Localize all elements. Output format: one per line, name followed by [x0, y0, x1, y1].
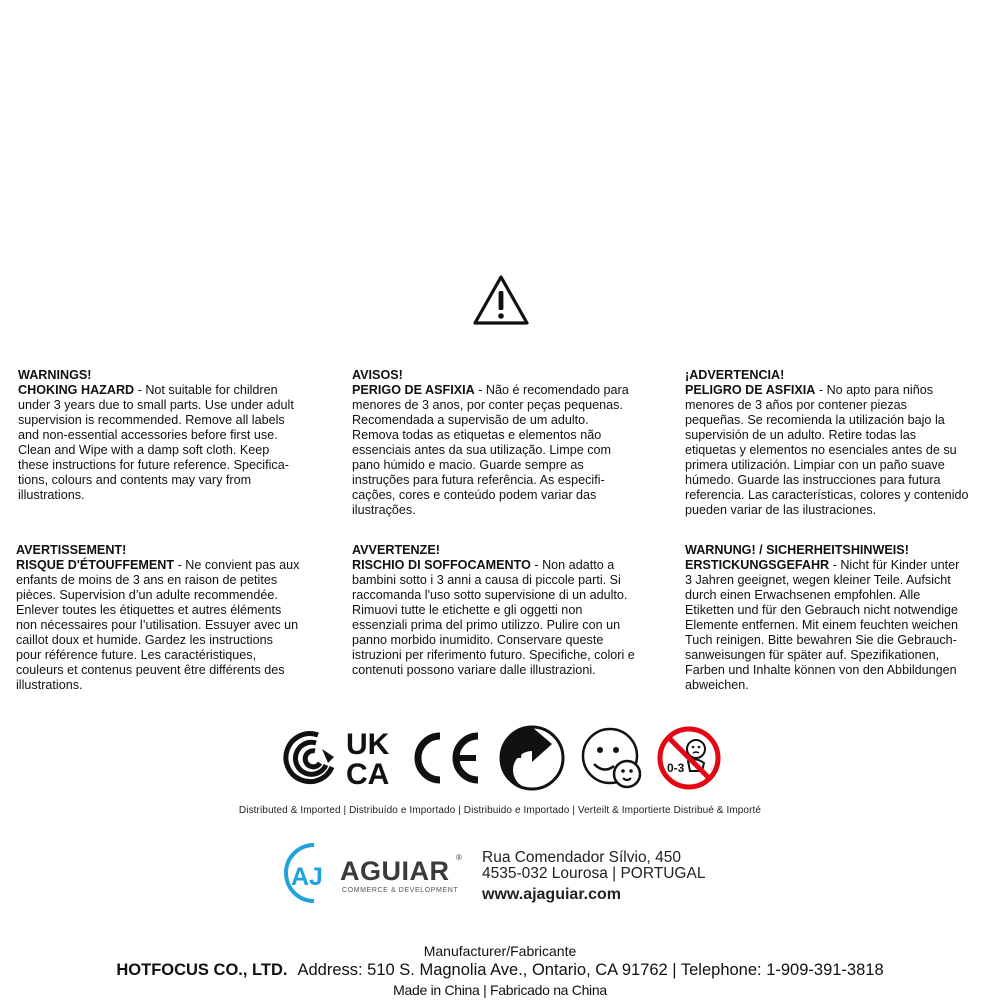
distributor-address-line1: Rua Comendador Sílvio, 450: [482, 849, 682, 866]
warning-block-german: [685, 543, 990, 693]
distributor-tagline: COMMERCE & DEVELOPMENT: [342, 887, 459, 894]
warning-heading: WARNUNG! / SICHERHEITSHINWEIS!: [685, 543, 909, 557]
warning-heading: AVISOS!: [352, 368, 403, 382]
distributor-name: AGUIAR: [340, 856, 450, 886]
warning-block-spanish: [685, 368, 990, 518]
manufacturer-details: Address: 510 S. Magnolia Ave., Ontario, CA 91762 | Telephone: 1-909-391-3818: [297, 961, 884, 979]
manufacturer-name: HOTFOCUS CO., LTD.: [116, 961, 288, 979]
warning-heading: WARNINGS!: [18, 368, 92, 382]
not-for-under-3-icon: [656, 725, 722, 791]
manufacturer-line: [0, 961, 1000, 980]
warning-block-portuguese: [352, 368, 664, 518]
warning-subheading: PERIGO DE ASFIXIA: [352, 383, 475, 397]
warning-block-french: [16, 543, 328, 693]
certification-symbols: [276, 724, 726, 790]
warning-body: - Non adatto a bambini sotto i 3 anni a causa di piccole parti. Si raccomanda l'uso sotto supervisione di un adulto. Rimuovi tutte le etichette e gli oggetti non essenziali prima del primo utilizzo. Pulire con un panno morbido inumidito. Conservare queste istruzioni per riferimento futuro. Specifiche, colori e contenuti possono variare dalle illustrazioni.: [352, 558, 635, 677]
warning-subheading: ERSTICKUNGSGEFAHR: [685, 558, 830, 572]
warning-subheading: RISCHIO DI SOFFOCAMENTO: [352, 558, 531, 572]
age-range-label: 0-3: [667, 761, 685, 775]
ukca-bottom-text: CA: [346, 758, 390, 787]
distributed-imported-line: Distributed & Imported | Distribuído e Importado | Distribuido e Importado | Verteilt & Importierte Distribué & Importé: [238, 805, 762, 816]
registered-mark: ®: [456, 853, 462, 862]
warning-body: - Nicht für Kinder unter 3 Jahren geeignet, wegen kleiner Teile. Aufsicht durch einen Erwachsenen empfohlen. Alle Etiketten und für den Gebrauch nicht notwendige Elemente entfernen. Mit einem feuchten weichen Tuch reinigen. Bitte bewahren Sie die Gebrauch- sanweisungen für später auf. Spezifikationen, Farben und Inhalte können von den Abbildungen abweichen.: [685, 558, 960, 692]
made-in-line: Made in China | Fabricado na China: [393, 982, 607, 998]
warning-subheading: CHOKING HAZARD: [18, 383, 135, 397]
recycling-swirl-icon: [278, 727, 338, 787]
ukca-top-text: UK: [346, 729, 390, 761]
warning-triangle-icon: [471, 273, 531, 327]
distributor-website-link[interactable]: www.ajaguiar.com: [482, 886, 622, 903]
warning-block-english: [18, 368, 330, 503]
child-face-icon: [580, 726, 644, 790]
warning-block-italian: [352, 543, 664, 678]
green-dot-icon: [498, 724, 566, 792]
warning-heading: ¡ADVERTENCIA!: [685, 368, 785, 382]
warning-heading: AVVERTENZE!: [352, 543, 440, 557]
warning-body: - Not suitable for children under 3 years due to small parts. Use under adult supervision is recommended. Remove all labels and non-essential accessories before first use. Clean and Wipe with a damp soft cloth. Keep these instructions for future reference. Specifica- tions, colours and contents may vary from illustrations.: [18, 383, 294, 502]
warning-body: - No apto para niños menores de 3 años por contener piezas pequeñas. Se recomienda la utilización bajo la supervisión de un adulto. Retire todas las etiquetas y elementos no esenciales antes de su primera utilización. Limpiar con un paño suave húmedo. Guarde las instrucciones para futura referencia. Las características, colores y contenido pueden variar de las ilustraciones.: [685, 383, 969, 517]
warning-body: - Ne convient pas aux enfants de moins de 3 ans en raison de petites pièces. Supervision d’un adulte recommendée. Enlever toutes les étiquettes et autres éléments non nécessaires pour l’utilisation. Essuyer avec un caillot doux et humide. Gardez les instructions pour référence future. Les caractéristiques, couleurs et contenus peuvent être différents des illustrations.: [16, 558, 300, 692]
warning-subheading: RISQUE D'ÉTOUFFEMENT: [16, 558, 175, 572]
aj-initials: AJ: [291, 863, 323, 891]
ukca-mark-icon: [346, 729, 402, 787]
manufacturer-label: Manufacturer/Fabricante: [423, 943, 577, 959]
warning-subheading: PELIGRO DE ASFIXIA: [685, 383, 816, 397]
warning-heading: AVERTISSEMENT!: [16, 543, 127, 557]
distributor-address-line2: 4535-032 Lourosa | PORTUGAL: [482, 865, 706, 882]
warning-body: - Não é recomendado para menores de 3 anos, por conter peças pequenas. Recomendada a supervisão de um adulto. Remova todas as etiquetas e elementos não essenciais antes da sua utilização. Limpe com pano húmido e macio. Guarde sempre as instruções para futura referência. As especifi- cações, cores e conteúdo podem variar das ilustrações.: [352, 383, 629, 517]
ce-mark-icon: [412, 730, 484, 786]
